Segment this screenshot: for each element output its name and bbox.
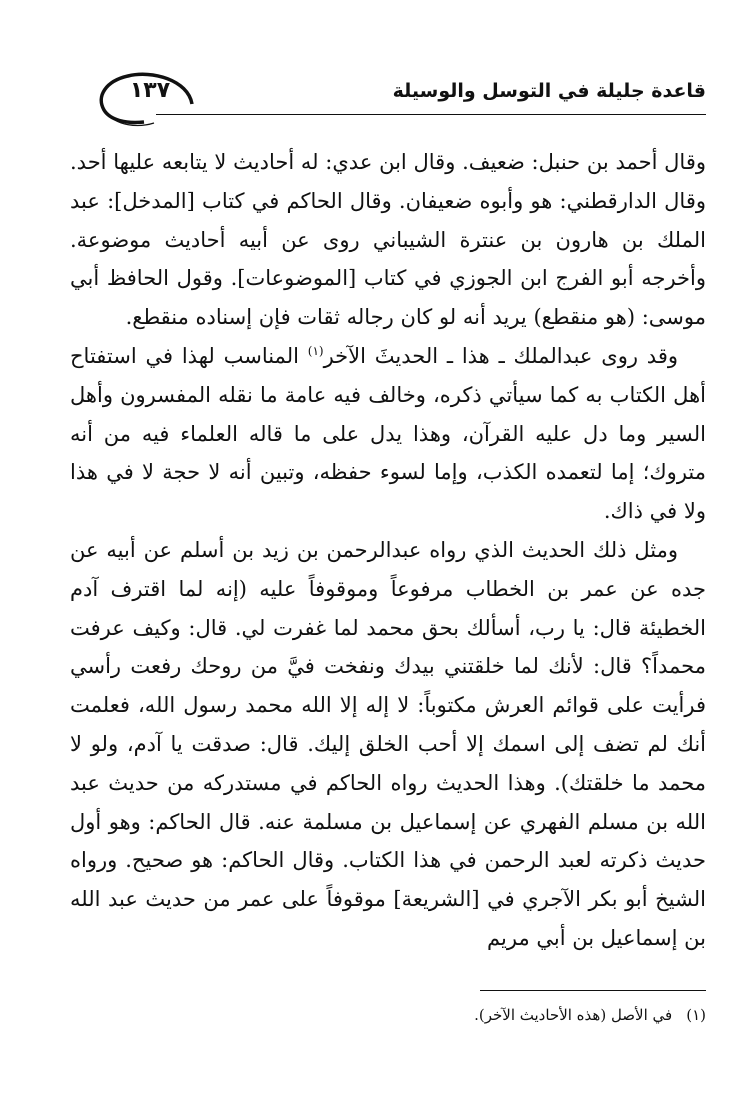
paragraph-2 (70, 337, 706, 531)
footnote (474, 1006, 706, 1024)
header-rule (156, 114, 706, 115)
footnote-rule (480, 990, 706, 991)
footnote-reference: (١) (307, 343, 324, 358)
running-title: قاعدة جليلة في التوسل والوسيلة (392, 80, 706, 102)
paragraph-1: وقال أحمد بن حنبل: ضعيف. وقال ابن عدي: له أحاديث لا يتابعه عليها أحد. وقال الدارقطني: هو وأبوه ضعيفان. وقال الحاكم في كتاب [المدخل]: عبد الملك بن هارون بن عنترة الشيباني روى عن أبيه أحاديث موضوعة. وأخرجه أبو الفرج ابن الجوزي في كتاب [الموضوعات]. وقول الحافظ أبي موسى: (هو منقطع) يريد أنه لو كان رجاله ثقات فإن إسناده منقطع. (70, 150, 706, 330)
footnote-text: في الأصل (هذه الأحاديث الآخر). (474, 1006, 673, 1024)
main-text (70, 143, 706, 958)
running-header (96, 70, 706, 140)
paragraph-2-text-start: وقد روى عبدالملك ـ هذا ـ الحديثَ الآخر (323, 343, 678, 368)
paragraph-2-text-end: المناسب لهذا في استفتاح أهل الكتاب به كما سيأتي ذكره، وخالف فيه عامة ما نقله المفسرون وأهل السير وما دل عليه القرآن، وهذا يدل على ما قاله العلماء فيه من أنه متروك؛ إما لتعمده الكذب، وإما لسوء حفظه، وتبين أنه لا حجة لا في هذا ولا في ذاك. (70, 343, 706, 524)
footnote-number: (١) (686, 1006, 706, 1024)
paragraph-3: ومثل ذلك الحديث الذي رواه عبدالرحمن بن زيد بن أسلم عن أبيه عن جده عن عمر بن الخطاب مرفوعاً وموقوفاً عليه (إنه لما اقترف آدم الخطيئة قال: يا رب، أسألك بحق محمد لما غفرت لي. قال: وكيف عرفت محمداً؟ قال: لأنك لما خلقتني بيدك ونفخت فيَّ من روحك رفعت رأسي فرأيت على قوائم العرش مكتوباً: لا إله إلا الله محمد رسول الله، فعلمت أنك لم تضف إلى اسمك إلا أحب الخلق إليك. قال: صدقت يا آدم، ولو لا محمد ما خلقتك). وهذا الحديث رواه الحاكم في مستدركه من حديث عبد الله بن مسلم الفهري عن إسماعيل بن مسلمة عنه. قال الحاكم: وهو أول حديث ذكرته لعبد الرحمن في هذا الكتاب. وقال الحاكم: هو صحيح. ورواه الشيخ أبو بكر الآجري في [الشريعة] موقوفاً على عمر من حديث عبد الله بن إسماعيل بن أبي مريم (70, 537, 706, 950)
page-number: ١٣٧ (129, 78, 171, 103)
